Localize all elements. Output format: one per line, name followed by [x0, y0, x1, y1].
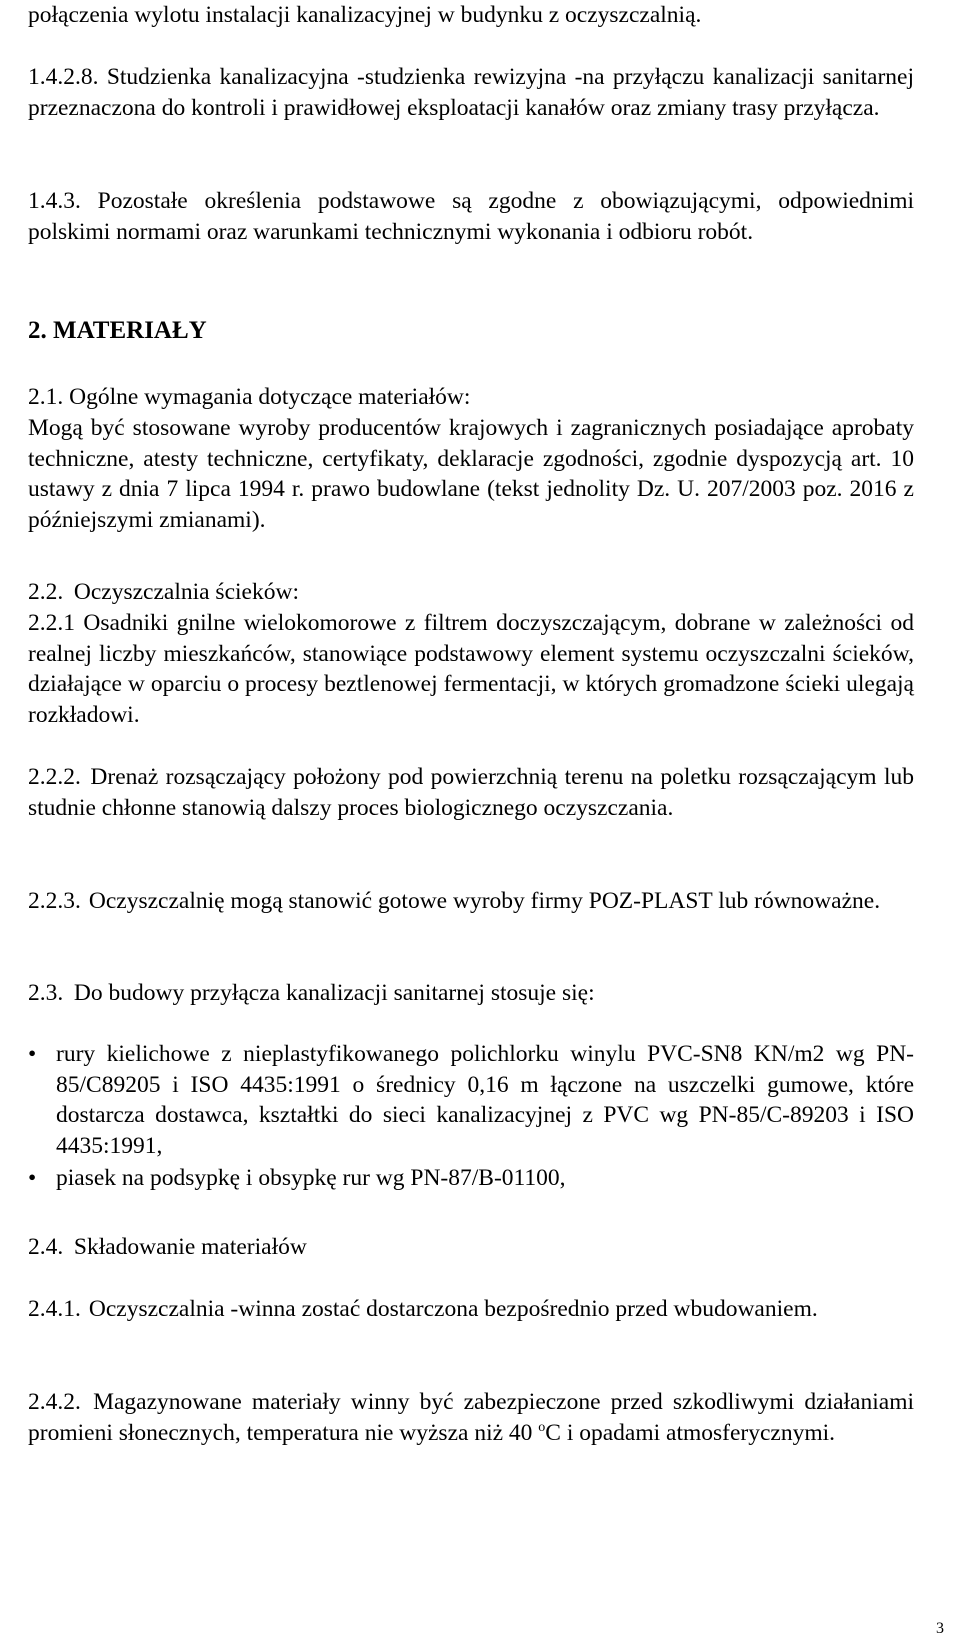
paragraph-1-4-2-8: [28, 62, 914, 123]
paragraph-2-1-title: 2.1. Ogólne wymagania dotyczące materiałów:: [28, 384, 471, 410]
section-number: 1.4.3.: [28, 188, 81, 214]
bullet-item-piasek: • piasek na podsypkę i obsypkę rur wg PN-87/B-01100,: [28, 1163, 914, 1194]
page-number: 3: [936, 1620, 944, 1637]
paragraph-2-1-text: Mogą być stosowane wyroby producentów krajowych i zagranicznych posiadające aprobaty techniczne, atesty techniczne, certyfikaty, deklaracje zgodności, zgodnie dyspozycją art. 10 ustawy z dnia 7 lipca 1994 r. prawo budowlane (tekst jednolity Dz. U. 207/2003 poz. 2016 z późniejszymi zmianami).: [28, 415, 914, 533]
section-heading-materialy: 2. MATERIAŁY: [28, 317, 207, 344]
paragraph-2-2: [28, 577, 914, 608]
section-number: 1.4.2.8.: [28, 64, 99, 90]
paragraph-2-4: [28, 1232, 914, 1263]
paragraph-text: Do budowy przyłącza kanalizacji sanitarnej stosuje się:: [73, 980, 595, 1006]
paragraph-1-4-3: [28, 186, 914, 247]
paragraph-text: Oczyszczalnię mogą stanowić gotowe wyroby firmy POZ-PLAST lub równoważne.: [88, 888, 881, 914]
paragraph-2-4-1: [28, 1294, 914, 1325]
section-number: 2.2.3.: [28, 888, 81, 914]
section-number: 2.4.1.: [28, 1296, 81, 1322]
paragraph-text: Studzienka kanalizacyjna -studzienka rewizyjna -na przyłączu kanalizacji sanitarnej przeznaczona do kontroli i prawidłowej eksploatacji kanałów oraz zmiany trasy przyłącza.: [28, 64, 914, 121]
paragraph-2-3: [28, 978, 914, 1009]
paragraph-text-a: Magazynowane materiały winny być zabezpieczone przed szkodliwymi działaniami promieni słonecznych, temperatura nie wyższa niż 40: [28, 1389, 914, 1446]
paragraph-text: Drenaż rozsączający położony pod powierzchnią terenu na poletku rozsączającym lub studnie chłonne stanowią dalszy proces biologicznego oczyszczania.: [28, 764, 915, 821]
paragraph-2-2-2: [28, 762, 914, 823]
paragraph-text: Oczyszczalnia ścieków:: [73, 579, 299, 605]
bullet-item-rury: • rury kielichowe z nieplastyfikowanego polichlorku winylu PVC-SN8 KN/m2 wg PN- 85/C89205 i ISO 4435:1991 o średnicy 0,16 m łączone na uszczelki gumowe, które dostarcza dostawca, kształtki do sieci kanalizacyjnej z PVC wg PN-85/C-89203 i ISO 4435:1991,: [28, 1039, 914, 1161]
paragraph-2-2-3: [28, 886, 914, 917]
section-number: 2.4.2.: [28, 1389, 81, 1415]
paragraph-text: Składowanie materiałów: [73, 1234, 307, 1260]
paragraph-text: Pozostałe określenia podstawowe są zgodne z obowiązującymi, odpowiednimi polskimi normami oraz warunkami technicznymi wykonania i odbioru robót.: [28, 188, 915, 245]
paragraph-2-2-1: 2.2.1 Osadniki gnilne wielokomorowe z filtrem doczyszczającym, dobrane w zależności od realnej liczby mieszkańców, stanowiące podstawowy element systemu oczyszczalni ścieków, działające w oparciu o procesy beztlenowej fermentacji, w których gromadzone ścieki ulegają rozkładowi.: [28, 610, 914, 728]
section-number: 2.3.: [28, 980, 64, 1006]
section-number: 2.2.2.: [28, 764, 81, 790]
paragraph-continuation: połączenia wylotu instalacji kanalizacyjnej w budynku z oczyszczalnią.: [28, 2, 702, 28]
section-number: 2.2.: [28, 579, 64, 605]
degree-superscript: o: [538, 1419, 546, 1435]
paragraph-text: Oczyszczalnia -winna zostać dostarczona bezpośrednio przed wbudowaniem.: [88, 1296, 818, 1322]
section-number: 2.4.: [28, 1234, 64, 1260]
paragraph-text-b: C i opadami atmosferycznymi.: [545, 1419, 836, 1446]
paragraph-2-4-2: [28, 1387, 914, 1448]
